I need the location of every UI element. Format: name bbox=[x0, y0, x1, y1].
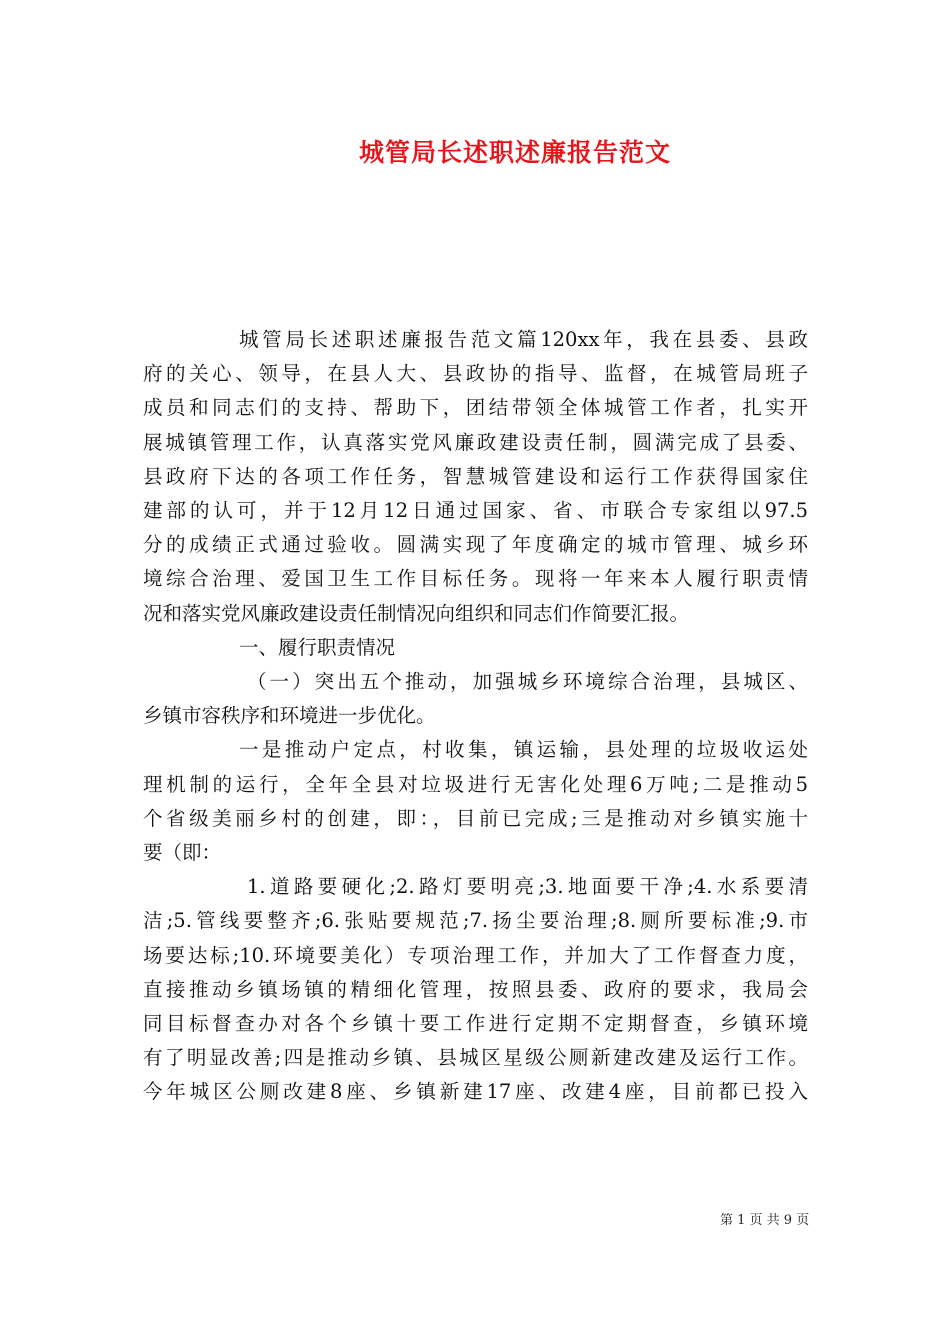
body-line: 今年城区公厕改建8座、乡镇新建17座、改建4座，目前都已投入 bbox=[143, 1080, 808, 1104]
body-line: 成员和同志们的支持、帮助下，团结带领全体城管工作者，扎实开 bbox=[143, 396, 808, 420]
document-body bbox=[143, 323, 808, 1110]
body-line: 城管局长述职述廉报告范文篇120xx年，我在县委、县政 bbox=[239, 328, 808, 351]
body-line: 境综合治理、爱国卫生工作目标任务。现将一年来本人履行职责情 bbox=[143, 567, 808, 591]
body-line: 场要达标;10.环境要美化）专项治理工作，并加大了工作督查力度， bbox=[143, 943, 808, 967]
section-heading: 一、履行职责情况 bbox=[239, 635, 396, 659]
body-line: 况和落实党风廉政建设责任制情况向组织和同志们作简要汇报。 bbox=[143, 601, 690, 625]
body-line: 洁;5.管线要整齐;6.张贴要规范;7.扬尘要治理;8.厕所要标准;9.市 bbox=[143, 909, 808, 933]
body-line: 理机制的运行，全年全县对垃圾进行无害化处理6万吨;二是推动5 bbox=[143, 772, 808, 796]
body-line: 展城镇管理工作，认真落实党风廉政建设责任制，圆满完成了县委、 bbox=[143, 430, 808, 454]
body-line: 一是推动户定点，村收集，镇运输，县处理的垃圾收运处 bbox=[239, 738, 808, 762]
body-line: 建部的认可，并于12月12日通过国家、省、市联合专家组以97.5 bbox=[143, 499, 808, 523]
body-line: 1.道路要硬化;2.路灯要明亮;3.地面要干净;4.水系要清 bbox=[247, 875, 808, 899]
body-line: 直接推动乡镇场镇的精细化管理，按照县委、政府的要求，我局会 bbox=[143, 977, 808, 1001]
page-number: 第 1 页 共 9 页 bbox=[720, 1213, 810, 1228]
document-title: 城管局长述职述廉报告范文 bbox=[358, 138, 671, 167]
body-line: 有了明显改善;四是推动乡镇、县城区星级公厕新建改建及运行工作。 bbox=[143, 1046, 808, 1070]
body-line: 个省级美丽乡村的创建，即：，目前已完成;三是推动对乡镇实施十 bbox=[143, 806, 808, 830]
body-line: 要（即： bbox=[143, 841, 222, 865]
body-line: 同目标督查办对各个乡镇十要工作进行定期不定期督查，乡镇环境 bbox=[143, 1012, 808, 1036]
body-line: 县政府下达的各项工作任务，智慧城管建设和运行工作获得国家住 bbox=[143, 464, 808, 488]
body-line: 府的关心、领导，在县人大、县政协的指导、监督，在城管局班子 bbox=[143, 362, 808, 386]
subsection-heading: （一）突出五个推动，加强城乡环境综合治理，县城区、 bbox=[247, 670, 808, 694]
body-line: 分的成绩正式通过验收。圆满实现了年度确定的城市管理、城乡环 bbox=[143, 533, 808, 557]
body-line: 乡镇市容秩序和环境进一步优化。 bbox=[143, 704, 436, 728]
